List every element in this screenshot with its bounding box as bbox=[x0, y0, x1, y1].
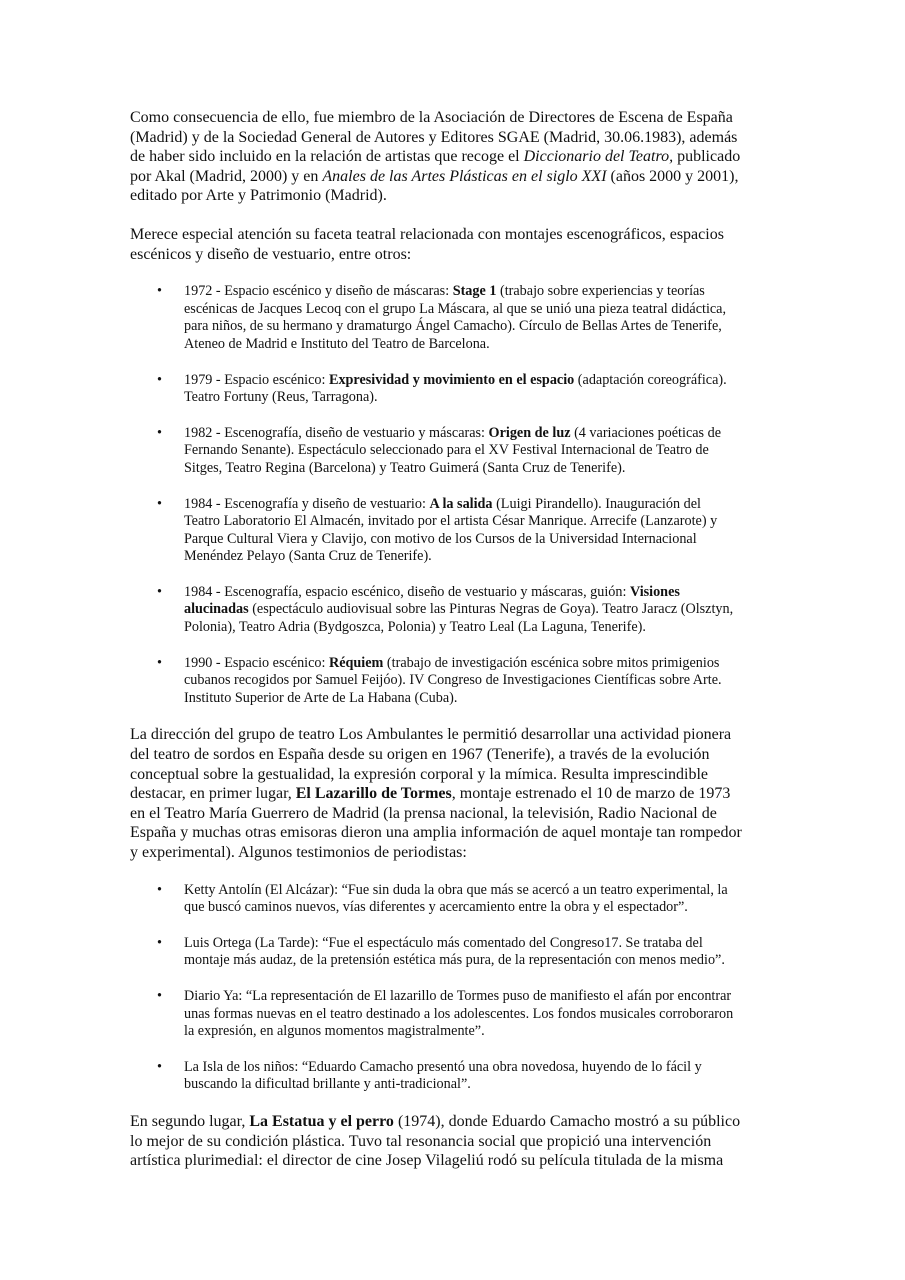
text-run: 1972 - Espacio escénico y diseño de máscaras: bbox=[184, 283, 453, 300]
text-run: por Akal (Madrid, 2000) y en bbox=[130, 167, 323, 185]
text-run: destacar, en primer lugar, bbox=[130, 785, 296, 803]
italic-text: Diccionario del Teatro, bbox=[523, 148, 674, 166]
text-line bbox=[184, 372, 790, 390]
document-page bbox=[130, 108, 790, 1190]
text-run: y experimental). Algunos testimonios de periodistas: bbox=[130, 844, 467, 861]
bullet-icon: • bbox=[157, 583, 162, 600]
text-run: que buscó caminos nuevos, vías diferentes y acercamiento entre la obra y el espectador”. bbox=[184, 899, 688, 916]
list-item bbox=[130, 1059, 790, 1094]
bullet-icon: • bbox=[157, 371, 162, 388]
bullet-icon: • bbox=[157, 283, 162, 300]
text-line bbox=[130, 128, 790, 148]
text-line bbox=[184, 389, 790, 407]
text-line bbox=[130, 1132, 790, 1152]
text-run: 1979 - Espacio escénico: bbox=[184, 371, 329, 388]
list-item bbox=[130, 425, 790, 478]
text-line bbox=[184, 301, 790, 319]
list-item bbox=[130, 935, 790, 970]
text-run: Luis Ortega (La Tarde): “Fue el espectáculo más comentado del Congreso17. Se trataba del bbox=[184, 934, 703, 951]
text-run: 1984 - Escenografía, espacio escénico, diseño de vestuario y máscaras, guión: bbox=[184, 583, 630, 600]
bullet-icon: • bbox=[157, 495, 162, 512]
bullet-icon: • bbox=[157, 881, 162, 898]
text-line bbox=[184, 318, 790, 336]
text-line bbox=[130, 186, 790, 206]
text-line bbox=[184, 952, 790, 970]
text-line bbox=[130, 725, 790, 745]
text-run: Teatro Fortuny (Reus, Tarragona). bbox=[184, 389, 378, 406]
bullet-list bbox=[130, 283, 790, 707]
text-run: la expresión, en algunos momentos magistralmente”. bbox=[184, 1023, 485, 1040]
text-line bbox=[130, 784, 790, 804]
text-run: del teatro de sordos en España desde su origen en 1967 (Tenerife), a través de la evolución bbox=[130, 746, 710, 764]
text-line bbox=[184, 460, 790, 478]
text-line bbox=[184, 690, 790, 708]
paragraph bbox=[130, 108, 790, 206]
paragraph bbox=[130, 725, 790, 862]
text-line bbox=[130, 745, 790, 765]
text-line bbox=[184, 619, 790, 637]
text-run: conceptual sobre la gestualidad, la expresión corporal y la mímica. Resulta imprescindible bbox=[130, 765, 709, 783]
bold-text: Visiones bbox=[629, 583, 680, 600]
paragraph bbox=[130, 225, 790, 264]
text-run: Ketty Antolín (El Alcázar): “Fue sin duda la obra que más se acercó a un teatro experimental, la bbox=[184, 881, 728, 898]
text-line bbox=[184, 899, 790, 917]
text-run: para niños, de su hermano y dramaturgo Ángel Camacho). Círculo de Bellas Artes de Tenerife, bbox=[184, 318, 722, 335]
text-run: (Madrid) y de la Sociedad General de Autores y Editores SGAE (Madrid, 30.06.1983), además bbox=[130, 128, 738, 146]
text-line bbox=[130, 147, 790, 167]
bold-text: Origen de luz bbox=[488, 424, 571, 441]
bold-text: Réquiem bbox=[328, 654, 384, 671]
text-run: editado por Arte y Patrimonio (Madrid). bbox=[130, 187, 387, 205]
text-line bbox=[130, 108, 790, 128]
text-line bbox=[184, 336, 790, 354]
text-line bbox=[184, 425, 790, 443]
bullet-icon: • bbox=[157, 987, 162, 1004]
bold-text: Expresividad y movimiento en el espacio bbox=[328, 371, 575, 388]
list-item bbox=[130, 496, 790, 566]
paragraph bbox=[130, 1112, 790, 1171]
list-item bbox=[130, 372, 790, 407]
text-line bbox=[184, 584, 790, 602]
text-run: La dirección del grupo de teatro Los Ambulantes le permitió desarrollar una actividad pionera bbox=[130, 726, 732, 744]
text-line bbox=[184, 601, 790, 619]
list-item bbox=[130, 584, 790, 637]
text-line bbox=[130, 843, 790, 863]
list-item bbox=[130, 283, 790, 353]
text-run: España y muchas otras emisoras dieron una amplia información de aquel montaje tan rompedor bbox=[130, 824, 742, 842]
text-line bbox=[184, 548, 790, 566]
text-run: En segundo lugar, bbox=[130, 1112, 250, 1130]
bold-text: Stage 1 bbox=[452, 283, 497, 300]
text-run: Fernando Senante). Espectáculo seleccionado para el XV Festival Internacional de Teatro de bbox=[184, 442, 709, 459]
text-run: Teatro Laboratorio El Almacén, invitado por el artista César Manrique. Arrecife (Lanzarote) y bbox=[184, 513, 718, 530]
text-line bbox=[184, 1059, 790, 1077]
text-run: publicado bbox=[673, 148, 741, 166]
text-run: La Isla de los niños: “Eduardo Camacho presentó una obra novedosa, huyendo de lo fácil y bbox=[184, 1058, 702, 1075]
text-line bbox=[184, 283, 790, 301]
italic-text: Anales de las Artes Plásticas en el siglo XXI bbox=[322, 167, 607, 185]
text-run: Como consecuencia de ello, fue miembro de la Asociación de Directores de Escena de España bbox=[130, 109, 733, 126]
text-run: Merece especial atención su faceta teatral relacionada con montajes escenográficos, espacios bbox=[130, 225, 724, 243]
text-line bbox=[184, 1023, 790, 1041]
text-run: escénicos y diseño de vestuario, entre otros: bbox=[130, 245, 412, 263]
text-line bbox=[184, 496, 790, 514]
text-line bbox=[184, 988, 790, 1006]
text-line bbox=[184, 935, 790, 953]
text-run: Parque Cultural Viera y Clavijo, con motivo de los Cursos de la Universidad Internacional bbox=[184, 530, 697, 547]
text-run: (trabajo sobre experiencias y teorías bbox=[496, 283, 705, 300]
text-line bbox=[130, 167, 790, 187]
text-line bbox=[130, 804, 790, 824]
text-line bbox=[184, 442, 790, 460]
text-line bbox=[130, 1151, 790, 1171]
text-line bbox=[184, 672, 790, 690]
text-line bbox=[184, 882, 790, 900]
text-line bbox=[130, 1112, 790, 1132]
text-run: 1982 - Escenografía, diseño de vestuario y máscaras: bbox=[184, 424, 489, 441]
text-run: montaje más audaz, de la pretensión estética más pura, de la representación con menos medio”. bbox=[184, 952, 725, 969]
text-run: (4 variaciones poéticas de bbox=[570, 424, 721, 441]
text-run: Diario Ya: “La representación de El lazarillo de Tormes puso de manifiesto el afán por encontrar bbox=[184, 987, 732, 1004]
text-run: , montaje estrenado el 10 de marzo de 1973 bbox=[451, 785, 731, 803]
text-line bbox=[130, 245, 790, 265]
text-run: Menéndez Pelayo (Santa Cruz de Tenerife). bbox=[184, 548, 432, 565]
text-run: unas formas nuevas en el teatro destinado a los adolescentes. Los fondos musicales corroboraron bbox=[184, 1005, 734, 1022]
text-run: (adaptación coreográfica). bbox=[574, 371, 727, 388]
text-run: (1974), donde Eduardo Camacho mostró a su público bbox=[393, 1112, 741, 1130]
bold-text: La Estatua y el perro bbox=[249, 1112, 394, 1130]
text-run: (trabajo de investigación escénica sobre mitos primigenios bbox=[383, 654, 720, 671]
bullet-list bbox=[130, 882, 790, 1094]
text-run: Sitges, Teatro Regina (Barcelona) y Teatro Guimerá (Santa Cruz de Tenerife). bbox=[184, 459, 626, 476]
bold-text: alucinadas bbox=[184, 601, 249, 618]
text-run: (Luigi Pirandello). Inauguración del bbox=[492, 495, 701, 512]
bullet-icon: • bbox=[157, 934, 162, 951]
text-run: Polonia), Teatro Adria (Bydgoszca, Polonia) y Teatro Leal (La Laguna, Tenerife). bbox=[184, 619, 646, 636]
text-line bbox=[184, 531, 790, 549]
text-line bbox=[130, 823, 790, 843]
text-line bbox=[184, 655, 790, 673]
list-item bbox=[130, 655, 790, 708]
text-run: artística plurimedial: el director de cine Josep Vilageliú rodó su película titulada de la misma bbox=[130, 1152, 724, 1170]
text-run: (años 2000 y 2001), bbox=[606, 167, 739, 185]
text-run: Instituto Superior de Arte de La Habana (Cuba). bbox=[184, 689, 458, 706]
text-run: 1990 - Espacio escénico: bbox=[184, 654, 329, 671]
text-run: buscando la dificultad brillante y anti-tradicional”. bbox=[184, 1076, 471, 1093]
bold-text: A la salida bbox=[429, 495, 493, 512]
list-item bbox=[130, 988, 790, 1041]
text-run: en el Teatro María Guerrero de Madrid (la prensa nacional, la televisión, Radio Nacional de bbox=[130, 804, 717, 822]
text-run: de haber sido incluido en la relación de artistas que recoge el bbox=[130, 148, 524, 166]
bold-text: El Lazarillo de Tormes bbox=[295, 785, 452, 803]
text-run: cubanos recogidos por Samuel Feijóo). IV Congreso de Investigaciones Científicas sobre Arte. bbox=[184, 672, 722, 689]
text-run: lo mejor de su condición plástica. Tuvo tal resonancia social que propició una intervención bbox=[130, 1132, 712, 1150]
text-line bbox=[184, 513, 790, 531]
bullet-icon: • bbox=[157, 654, 162, 671]
bullet-icon: • bbox=[157, 1058, 162, 1075]
text-line bbox=[184, 1006, 790, 1024]
text-run: escénicas de Jacques Lecoq con el grupo La Máscara, al que se unió una pieza teatral didáctica, bbox=[184, 300, 727, 317]
text-run: (espectáculo audiovisual sobre las Pinturas Negras de Goya). Teatro Jaracz (Olsztyn, bbox=[248, 601, 734, 618]
text-run: Ateneo de Madrid e Instituto del Teatro de Barcelona. bbox=[184, 335, 490, 352]
text-run: 1984 - Escenografía y diseño de vestuario: bbox=[184, 495, 430, 512]
list-item bbox=[130, 882, 790, 917]
text-line bbox=[184, 1076, 790, 1094]
bullet-icon: • bbox=[157, 424, 162, 441]
text-line bbox=[130, 765, 790, 785]
text-line bbox=[130, 225, 790, 245]
